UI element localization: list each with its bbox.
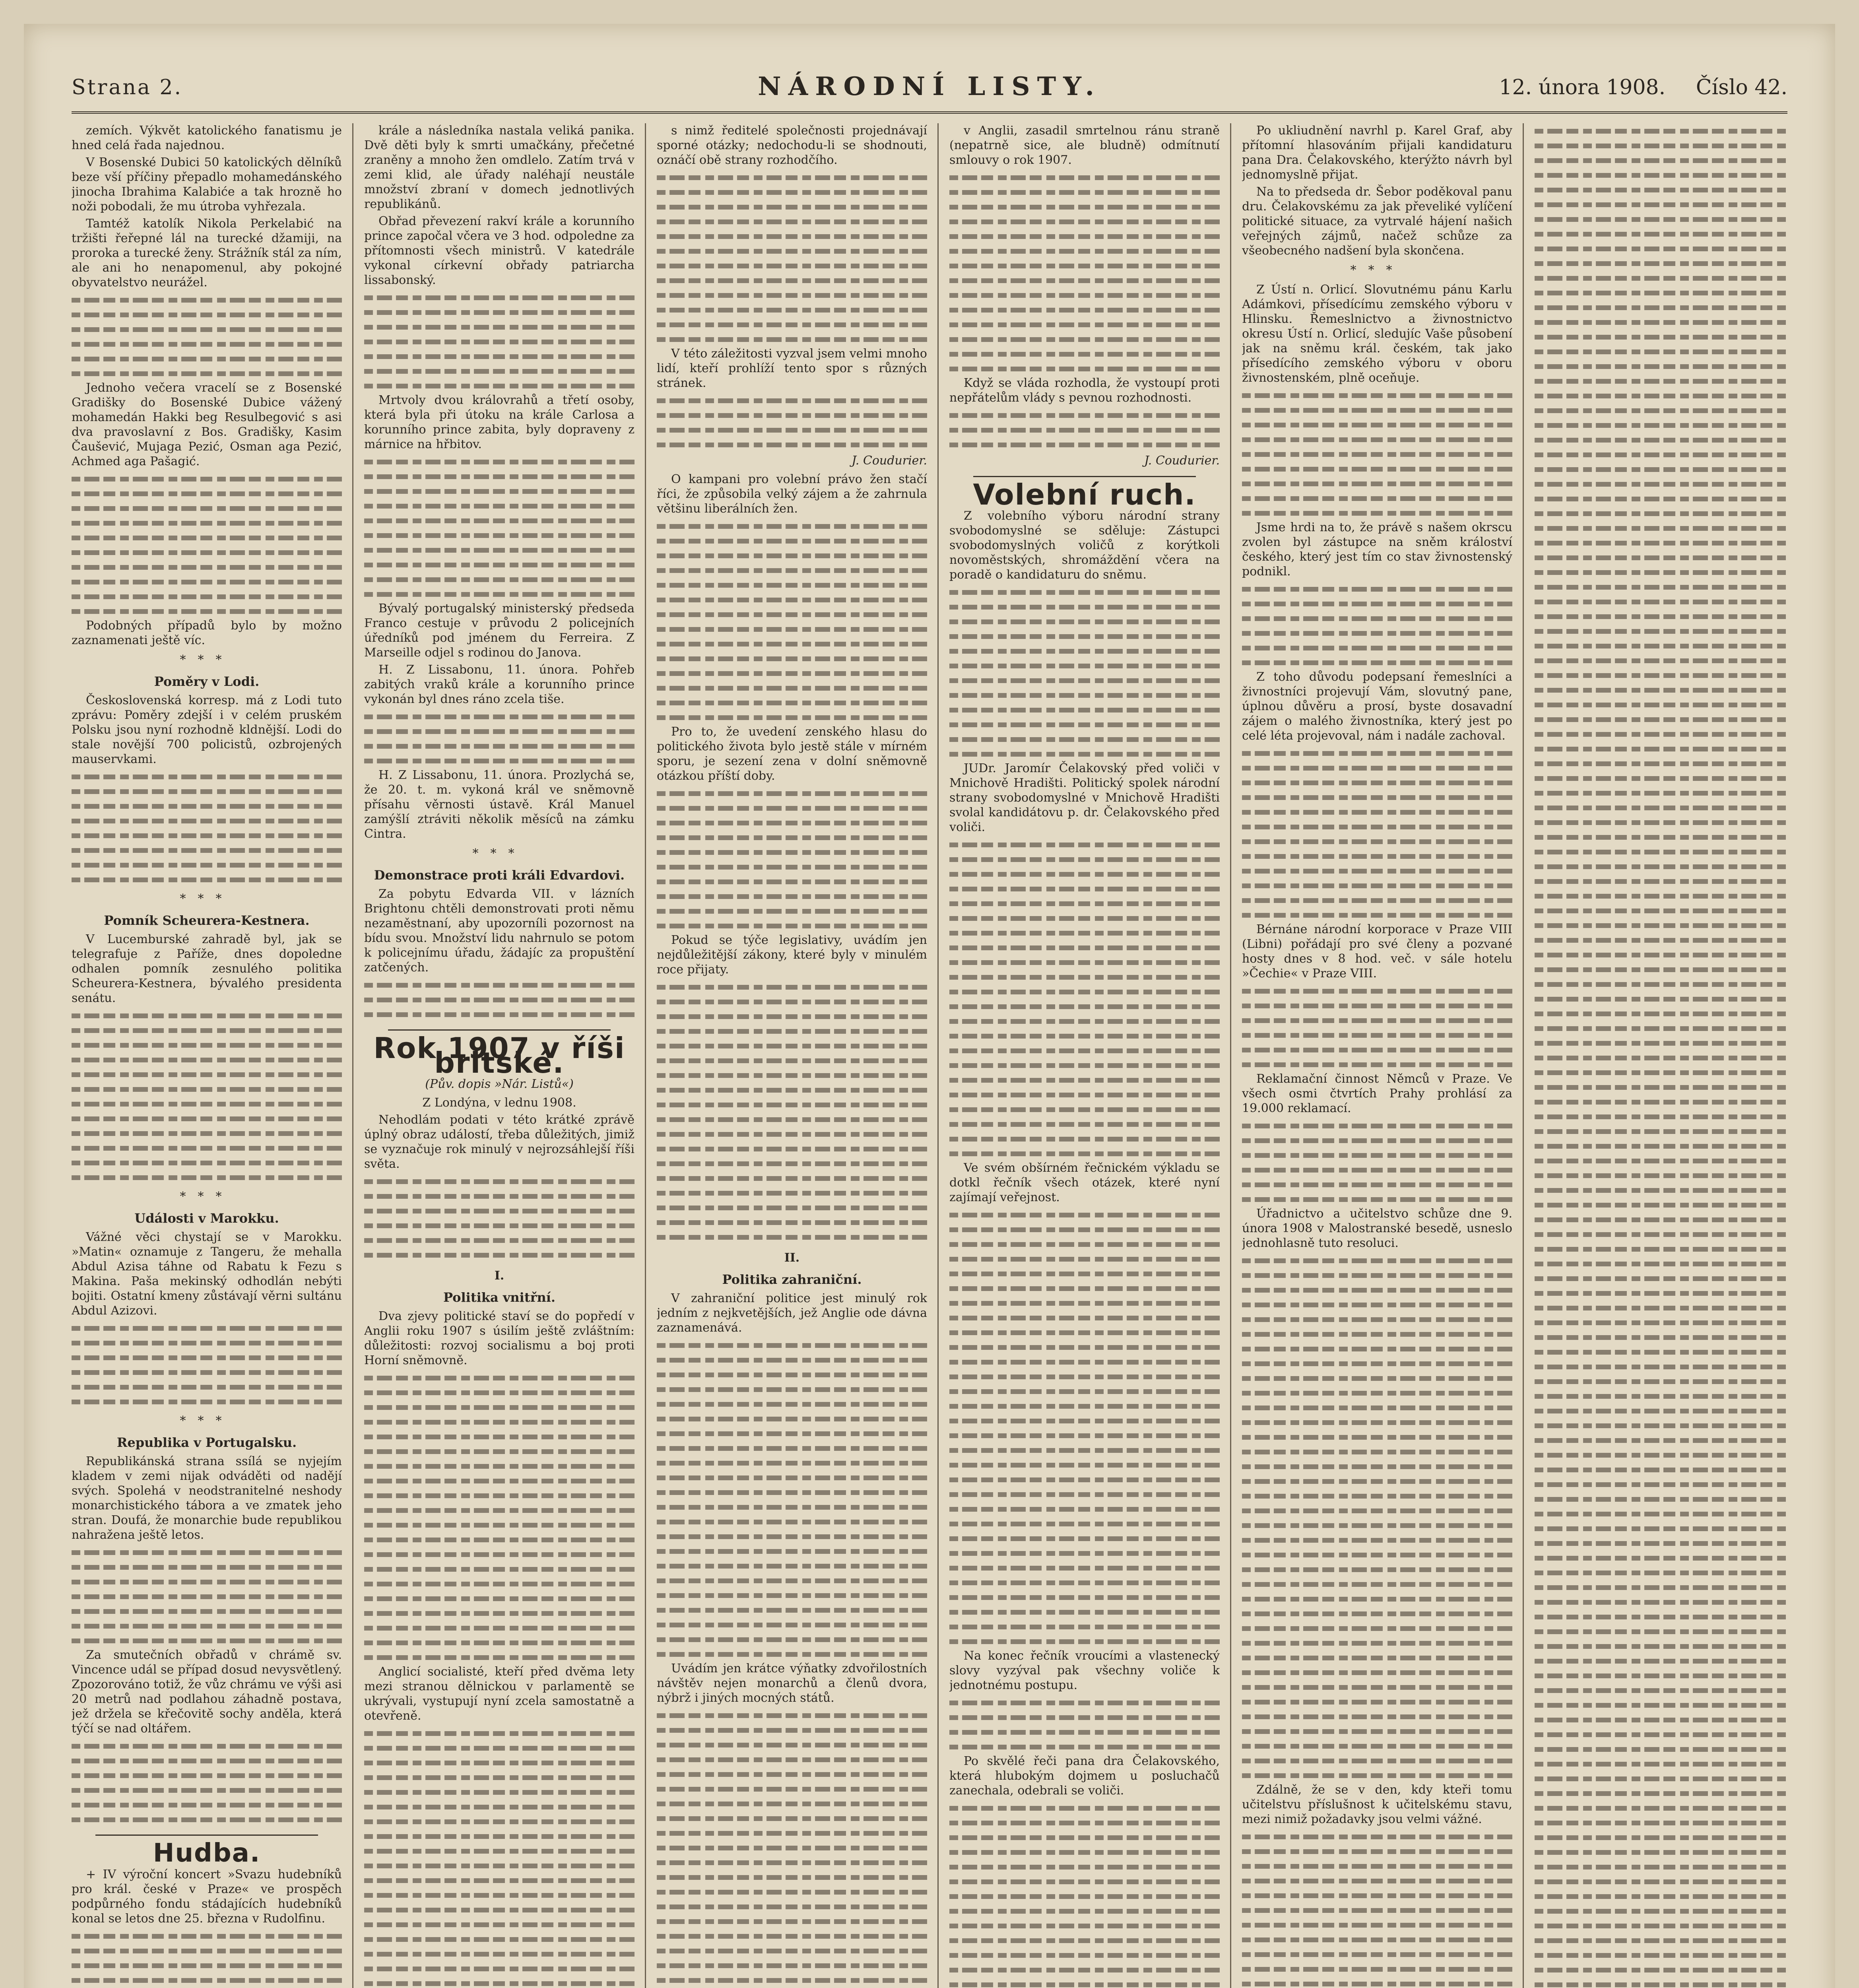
column-5-text [1242,123,1512,1988]
columns [72,123,1787,1988]
section-stars: *** [180,1414,234,1428]
article-paragraph: Jsme hrdi na to, že právě s našem okrscu zvolen byl zástupce na sněm králoství českého, který jest tím co stav živnostenský podnikl. [1242,520,1512,579]
section-divider [388,1029,611,1031]
article-paragraph: Po ukliudnění navrhl p. Karel Graf, aby přítomní hlasováním přijali kandidaturu pana Dra. Čelakovského, kterýžto návrh byl jednomyslně přijat. [1242,124,1512,182]
article-paragraph: + IV výroční koncert »Svazu hudebníků pro král. české v Praze« ve prospěch podpůrného fondu stádajících hudebníků konal se letos dne 25. března v Rudolfinu. [72,1868,342,1926]
section-heading-volebni-ruch: Volební ruch. [973,478,1196,511]
article-paragraph: Když se vláda rozhodla, že vystoupí proti nepřátelům vlády s pevnou rozhodnosti. [949,376,1220,405]
article-paragraph: Z volebního výboru národní strany svobodomyslné se sděluje: Zástupci svobodomyslných voličů z korýtkoli novoměstských, shromáždění včera na poradě o kandidaturu do sněmu. [949,509,1220,582]
article-paragraph: Jednoho večera vracelí se z Bosenské Gradišky do Bosenské Dubice vážený mohamedán Hakki beg Resulbegović s asi dva pravoslavní z Bos. Gradišky, Kasim Čaušević, Mujaga Pezić, Osman aga Pezić, Achmed aga Pašagić. [72,381,342,468]
section-heading-maroko: Události v Marokku. [134,1211,279,1226]
article-paragraph: V Lucemburské zahradě byl, jak se telegrafuje z Paříže, dnes dopoledne odhalen pomník zesnulého politika Scheurera-Kestnera, bývalého presidenta senátu. [72,932,342,1005]
article-paragraph: Československá korresp. má z Lodi tuto zprávu: Poměry zdejší i v celém pruském Polsku jsou nyní rozhodně kldnější. Lodi do stale novější 700 policistů, ozbrojených mauservkami. [72,693,342,766]
article-paragraph: Na to předseda dr. Šebor poděkoval panu dru. Čelakovskému za jak převeliké vylíčení politické situace, za vytrvalé hájení našich veřejných zájmů, načež schůze za všeobecného nadšení byla skončena. [1242,185,1512,258]
column-3 [657,123,927,1988]
article-byline: (Pův. dopis »Nár. Listů«) [425,1077,574,1091]
issue-info [1475,76,1787,99]
article-paragraph: Ve svém obšírném řečnickém výkladu se dotkl řečník všech otázek, které nyní zajímají veřejnost. [949,1161,1220,1204]
article-dateline: Z Londýna, v lednu 1908. [422,1096,576,1110]
section-stars: *** [472,846,526,860]
article-paragraph: Na konec řečník vroucími a vlastenecký slovy vyzýval pak všechny voliče k jednotnému postupu. [949,1649,1220,1692]
article-paragraph: Mrtvoly dvou královrahů a třetí osoby, která byla při útoku na krále Carlosa a korunního prince zabita, byly dopraveny z márnice na hřbitov. [364,393,635,451]
article-paragraph: Zdálně, že se v den, kdy kteři tomu učitelstvu příslušnost k učitelskému stavu, mezi nimiž požadavky jsou velmi vážné. [1242,1783,1512,1826]
newspaper-page [24,24,1835,1988]
section-divider [973,476,1196,477]
article-paragraph: V této záležitosti vyzval jsem velmi mnoho lidí, kteří prohlíží tento spor s různých stránek. [657,347,927,390]
masthead [72,68,1787,114]
column-2 [364,123,635,1988]
article-signature: J. Coudurier. [852,454,927,468]
article-paragraph: H. Z Lissabonu, 11. února. Prozlychá se, že 20. t. m. vykoná král ve sněmovně přísahu věrnosti ústavě. Král Manuel zamýšlí ztráviti několik měsíců na zámku Cintra. [364,768,635,841]
article-paragraph: Po skvělé řeči pana dra Čelakovského, která hlubokým dojmem u posluchačů zanechala, odebrali se voliči. [949,1754,1220,1798]
section-heading-politika-zahranicni: Politika zahraniční. [722,1272,862,1287]
article-paragraph: Za smutečních obřadů v chrámě sv. Vincence udál se případ dosud nevysvětlený. Zpozorováno totiž, že vůz chrámu ve výši asi 20 metrů nad podlahou záhadně postava, jež držela se křečovitě sochy anděla, která týčí se nad oltářem. [72,1648,342,1736]
section-stars: *** [1350,263,1404,277]
column-rule [1230,123,1231,1988]
column-1 [72,123,342,1988]
article-paragraph: Bývalý portugalský ministerský předseda Franco cestuje v průvodu 2 policejních úředníků pod jménem du Ferreira. Z Marseille odjel s rodinou do Janova. [364,602,635,660]
article-paragraph: V zahraniční politice jest minulý rok jedním z nejkvetějších, jež Anglie ode dávna zaznamenává. [657,1291,927,1335]
article-paragraph: Vážné věci chystají se v Marokku. »Matin« oznamuje z Tangeru, že mehalla Abdul Azisa táhne od Rabatu k Fezu s Makina. Paša mekinský odhodlán nebýti bojiti. Ostatní kmeny zůstávají věrni sultánu Abdul Azizovi. [72,1230,342,1318]
section-heading-politika-vnitrni: Politika vnitřní. [443,1290,556,1305]
column-6 [1535,123,1787,1988]
article-paragraph: Bérnáne národní korporace v Praze VIII (Libni) pořádají pro své členy a pozvané hosty dnes v 8 hod. več. v sále hotelu »Čechie« v Praze VIII. [1242,922,1512,980]
column-rule [937,123,939,1988]
issue-date: 12. února 1908. [1499,76,1666,99]
article-paragraph: Pokud se týče legislativy, uvádím jen nejdůležitější zákony, které byly v minulém roce přijaty. [657,933,927,977]
article-paragraph: Podobných případů bylo by možno zaznamenati ještě víc. [72,619,342,647]
section-stars: *** [180,653,234,667]
article-paragraph: Reklamační činnost Němců v Praze. Ve všech osmi čtvrtích Prahy prohlásí za 19.000 reklamací. [1242,1072,1512,1115]
section-heading-lodi: Poměry v Lodi. [154,674,260,689]
newspaper-title: NÁRODNÍ LISTY. [758,72,1101,101]
article-paragraph: Republikánská strana ssílá se nyjejím kladem v zemi nijak odváděti od nadějí svých. Spolehá v neodstranitelné neshody monarchistického tábora a ve zmatek jeho stran. Doufá, že monarchie bude republikou nahražena ještě letos. [72,1454,342,1542]
column-rule [645,123,646,1988]
article-paragraph: krále a následníka nastala veliká panika. Dvě děti byly k smrti umačkány, přečetné zraněny a mnoho žen omdlelo. Zatím trvá v zemi klid, ale úřady naléhají neustále množství zbraní v domech jednotlivých republikánů. [364,124,635,211]
column-rule [1523,123,1524,1988]
article-paragraph: Nehodlám podati v této krátké zprávě úplný obraz událostí, třeba důležitých, jimiž se vyznačuje rok minulý v nejrozsáhlejší říši světa. [364,1113,635,1171]
section-stars: *** [180,1190,234,1204]
article-paragraph: Anglicí socialisté, kteří před dvěma lety mezi stranou dělnickou v parlamentě se ukrývali, vystupují nyní zcela samostatně a otevřeně. [364,1665,635,1723]
issue-number: Číslo 42. [1696,76,1787,99]
article-paragraph: JUDr. Jaromír Čelakovský před voliči v Mnichově Hradišti. Politický spolek národní strany svobodomyslné v Mnichově Hradišti svolal kandidátovu p. dr. Čelakovského před voliči. [949,761,1220,834]
article-paragraph: Dva zjevy politické staví se do popředí v Anglii roku 1907 s úsilím ještě zvláštním: důležitosti: rozvoj socialismu a boj proti Horní sněmovně. [364,1309,635,1367]
section-heading-hudba: Hudba. [153,1839,261,1868]
roman-numeral: II. [784,1251,800,1265]
section-heading-pomnik: Pomník Scheurera-Kestnera. [104,913,310,928]
article-paragraph: Z Ústí n. Orlicí. Slovutnému pánu Karlu Adámkovi, přísedícímu zemského výboru v Hlinsku. Řemeslnictvo a živnostnictvo okresu Ústí n. Orlicí, sledujíc Vaše působení jak na sněmu král. českém, tak jako přísedícího zemského výboru v oboru živnostenském, plně oceňuje. [1242,283,1512,385]
page-number: Strana 2. [72,76,183,99]
article-paragraph: Uvádím jen krátce výňatky zdvořilostních návštěv nejen monarchů a členů dvora, nýbrž i jiných mocných států. [657,1662,927,1705]
section-divider [95,1835,318,1836]
section-heading-demonstrace: Demonstrace proti králi Edvardovi. [374,868,625,883]
column-4 [949,123,1220,1988]
section-heading-rok-1907: Rok 1907 v říši britské. [373,1031,625,1079]
article-paragraph: V Bosenské Dubici 50 katolických dělníků beze vší příčiny přepadlo mohamedánského jinocha Ibrahima Kalabiće a tak hrozně ho noži pobodali, že mu útroba vyhřezala. [72,155,342,214]
roman-numeral: I. [494,1269,505,1283]
article-paragraph: v Anglii, zasadil smrtelnou ránu straně (nepatrně sice, ale bludně) odmítnutí smlouvy o rok 1907. [949,124,1220,167]
article-paragraph: zemích. Výkvět katolického fanatismu je hned celá řada najednou. [72,124,342,152]
article-paragraph: Úřadnictvo a učitelstvo schůze dne 9. února 1908 v Malostranské besedě, usneslo jednohlasně tuto resoluci. [1242,1207,1512,1250]
section-heading-portugal: Republika v Portugalsku. [116,1435,297,1450]
column-rule [352,123,353,1988]
article-paragraph: s nimž ředitelé společnosti projednávají sporné otázky; nedochodu-li se shodnouti, oznáčí obě strany rozhodčího. [657,124,927,167]
article-paragraph: H. Z Lissabonu, 11. února. Pohřeb zabitých vraků krále a korunního prince vykonán byl dnes ráno zcela tiše. [364,663,635,706]
article-paragraph: O kampani pro volební právo žen stačí říci, že způsobila velký zájem a že zahrnula většinu liberálních žen. [657,472,927,516]
article-paragraph: Z toho důvodu podepsaní řemeslníci a živnostníci projevují Vám, slovutný pane, úplnou důvěru a prosí, byste dosavadní zájem o malého živnostníka, který jest po celé léta projevoval, nám i nadále zachoval. [1242,670,1512,743]
article-paragraph: Tamtéž katolík Nikola Perkelabić na tržišti řeřepné lál na turecké džamiji, na proroka a turecké ženy. Strážník stál za ním, ale ani ho nenapomenul, aby pokojné obyvatelstvo neurážel. [72,217,342,289]
article-paragraph: Pro to, že uvedení zenského hlasu do politického života bylo jestě stále v mírném sporu, je sezení zena v dolní sněmovně otázkou příští doby. [657,725,927,783]
section-stars: *** [180,892,234,906]
article-paragraph: Za pobytu Edvarda VII. v lázních Brightonu chtěli demonstrovati proti němu nezaměstnaní, aby upozorníli pozornost na bídu svou. Množství lidu nahrnulo se potom k policejnímu úřadu, žádajíc za propuštění zatčených. [364,887,635,975]
article-signature: J. Coudurier. [1144,454,1220,468]
article-paragraph: Obřad převezení rakví krále a korunního prince započal včera ve 3 hod. odpoledne za přítomnosti všech ministrů. V katedrále vykonal církevní obřady patriarcha lissabonský. [364,214,635,287]
